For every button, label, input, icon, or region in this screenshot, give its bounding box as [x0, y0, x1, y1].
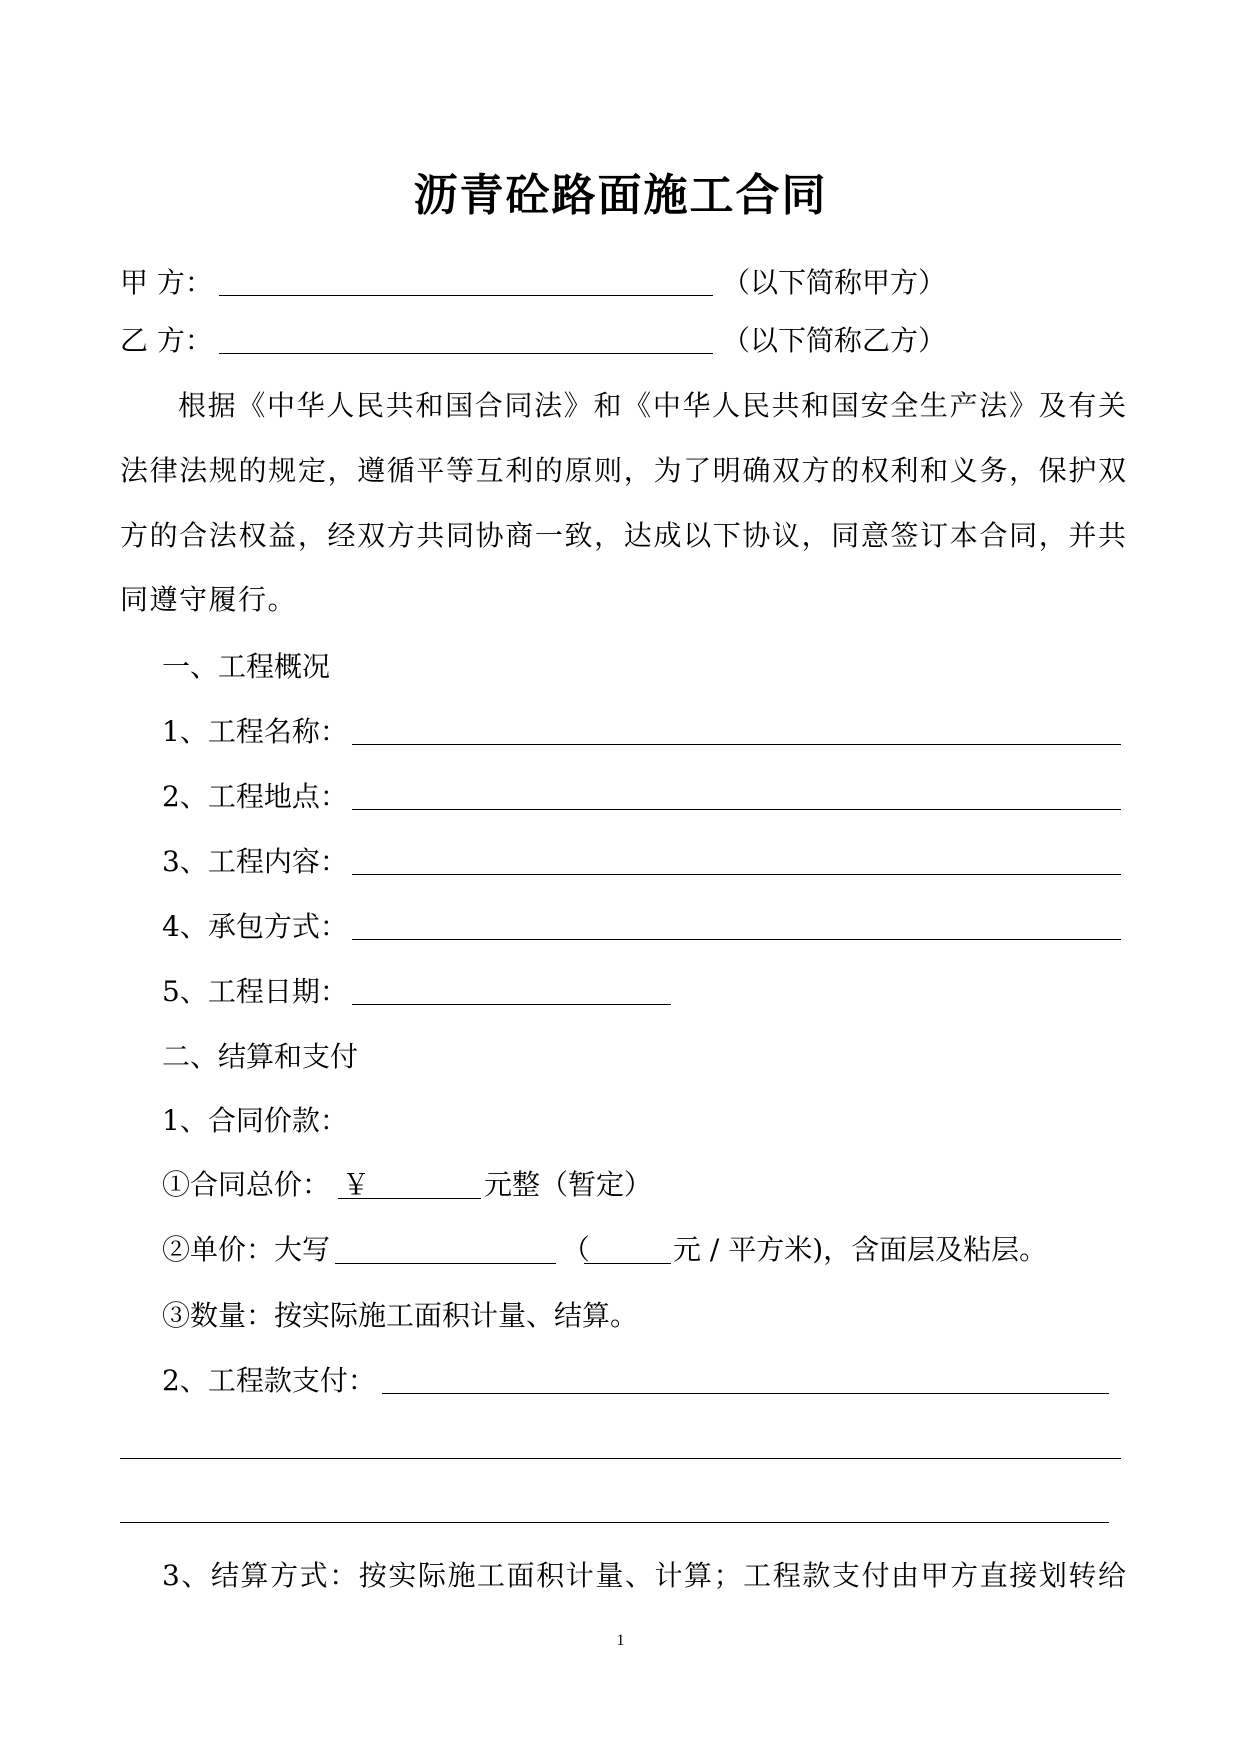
project-date-label: 5、工程日期：	[162, 975, 348, 1008]
payment-blank-line[interactable]	[120, 1458, 1121, 1459]
settlement-text: 3、结算方式：按实际施工面积计量、计算；工程款支付由甲方直接划转给	[162, 1559, 1126, 1592]
unit-price-number-blank[interactable]	[584, 1263, 671, 1264]
party-a-blank[interactable]	[219, 295, 713, 296]
preamble-line: 方的合法权益，经双方共同协商一致，达成以下协议，同意签订本合同，并共	[120, 519, 1126, 552]
project-name-label: 1、工程名称：	[162, 715, 348, 748]
total-price-label: ①合同总价：	[162, 1168, 331, 1201]
party-b-blank[interactable]	[219, 353, 713, 354]
price-heading: 1、合同价款：	[162, 1104, 348, 1137]
preamble-line: 同遵守履行。	[120, 583, 298, 616]
party-a-label: 甲 方：	[120, 266, 213, 299]
payment-blank[interactable]	[382, 1393, 1109, 1394]
party-b-label: 乙 方：	[120, 324, 213, 357]
contract-method-blank[interactable]	[352, 939, 1121, 940]
currency-symbol: ￥	[342, 1168, 371, 1201]
preamble-line: 根据《中华人民共和国合同法》和《中华人民共和国安全生产法》及有关	[178, 389, 1126, 422]
total-price-blank[interactable]	[338, 1198, 481, 1199]
unit-price-paren: （	[562, 1233, 591, 1266]
project-location-blank[interactable]	[352, 809, 1121, 810]
project-content-label: 3、工程内容：	[162, 845, 348, 878]
document-title: 沥青砼路面施工合同	[413, 170, 828, 221]
payment-blank-line[interactable]	[120, 1522, 1109, 1523]
total-price-suffix: 元整（暂定）	[484, 1168, 653, 1201]
party-b-suffix: （以下简称乙方）	[722, 324, 947, 357]
page-number: 1	[616, 1632, 625, 1649]
project-location-label: 2、工程地点：	[162, 780, 348, 813]
section1-heading: 一、工程概况	[162, 650, 331, 683]
project-name-blank[interactable]	[352, 744, 1121, 745]
unit-price-suffix: 元 / 平方米)，含面层及粘层。	[673, 1233, 1048, 1266]
payment-label: 2、工程款支付：	[162, 1364, 376, 1397]
contract-method-label: 4、承包方式：	[162, 910, 348, 943]
unit-price-label: ②单价：大写	[162, 1233, 331, 1266]
quantity-text: ③数量：按实际施工面积计量、结算。	[162, 1299, 639, 1332]
preamble-line: 法律法规的规定，遵循平等互利的原则，为了明确双方的权利和义务，保护双	[120, 454, 1126, 487]
unit-price-words-blank[interactable]	[335, 1263, 556, 1264]
project-date-blank[interactable]	[352, 1004, 671, 1005]
party-a-suffix: （以下简称甲方）	[722, 266, 947, 299]
section2-heading: 二、结算和支付	[162, 1040, 359, 1073]
project-content-blank[interactable]	[352, 874, 1121, 875]
